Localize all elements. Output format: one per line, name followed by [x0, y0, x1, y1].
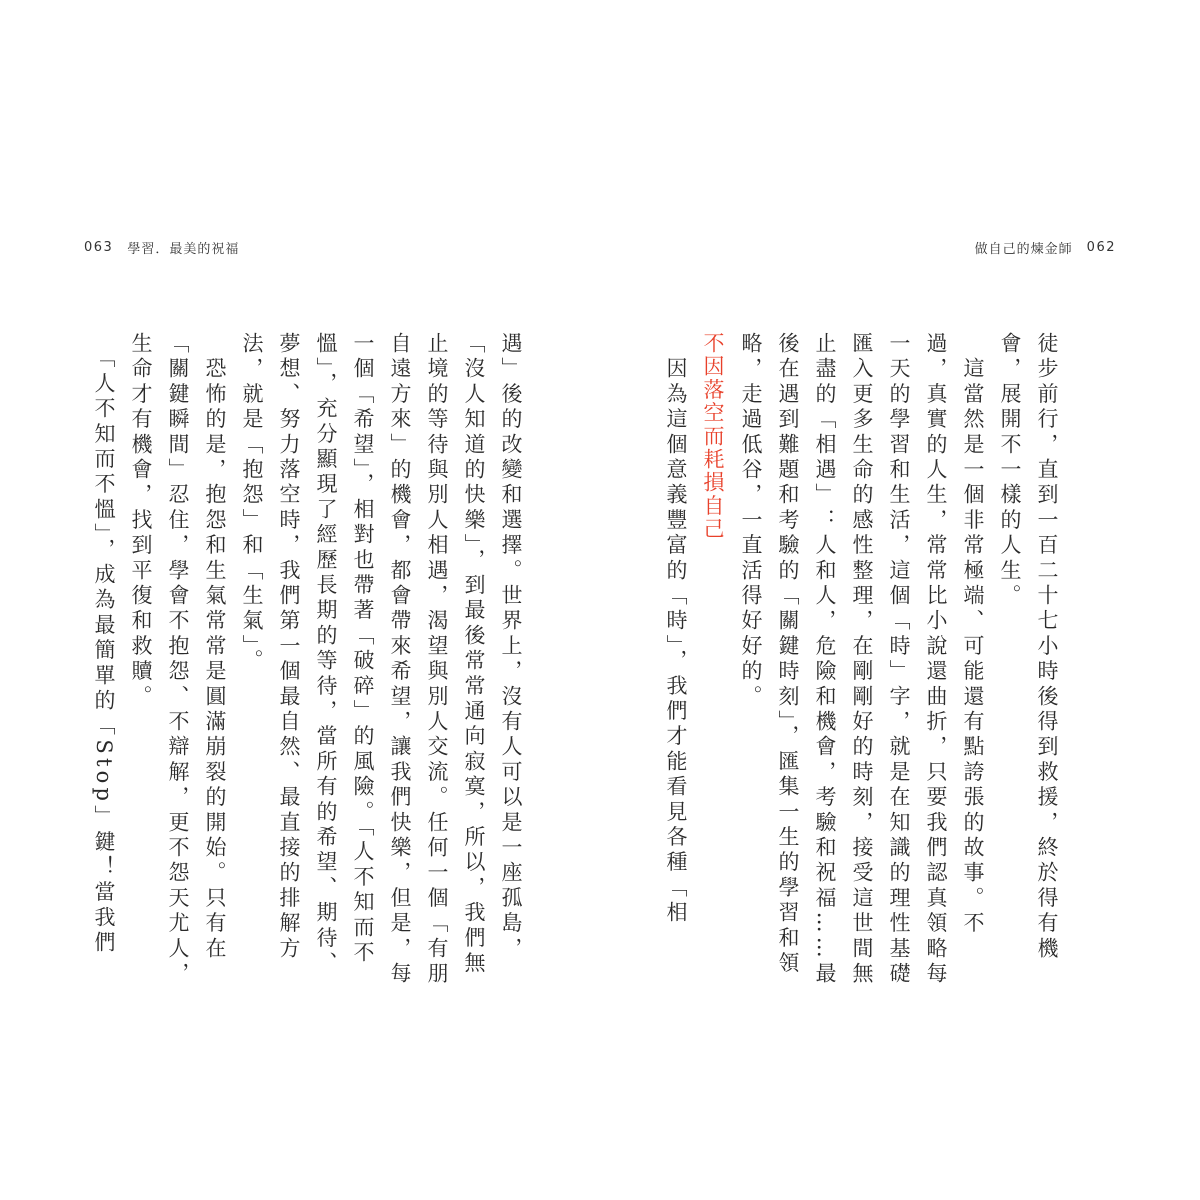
left-page-column: 夢想、努力落空時，我們第一個最自然、最直接的排解方 [277, 332, 301, 962]
right-page-column: 會，展開不一樣的人生。 [998, 332, 1022, 610]
left-page-column: 「沒人知道的快樂」，到最後常常通向寂寞，所以，我們無 [462, 332, 486, 977]
right-page-column: 因為這個意義豐富的「時」，我們才能看見各種「相 [664, 332, 688, 927]
left-page-column: 慍」，充分顯現了經歷長期的等待，當所有的希望、期待、 [314, 332, 338, 977]
left-page-column: 法，就是「抱怨」和「生氣」。 [240, 332, 264, 675]
left-page-column: 恐怖的是，抱怨和生氣常常是圓滿崩裂的開始。只有在 [203, 332, 227, 962]
right-page-column: 過，真實的人生，常常比小說還曲折，只要我們認真領略每 [924, 332, 948, 988]
right-page-number: 062 [1086, 239, 1116, 255]
left-page-column: 「關鍵瞬間」忍住，學會不抱怨、不辯解，更不怨天尤人， [166, 332, 190, 988]
left-page-column: 「人不知而不慍」，成為最簡單的「Stop」鍵！當我們 [92, 332, 116, 957]
left-page-column: 生命才有機會，找到平復和救贖。 [129, 332, 153, 710]
left-page-column: 一個「希望」，相對也帶著「破碎」的風險。「人不知而不 [351, 332, 375, 967]
right-page-header [975, 236, 1116, 258]
right-page-column: 匯入更多生命的感性整理，在剛剛好的時刻，接受這世間無 [850, 332, 874, 988]
right-page-column: 略，走過低谷，一直活得好好的。 [739, 332, 763, 710]
left-running-head: 學習．最美的祝福 [127, 241, 240, 257]
right-page-column: 後在遇到難題和考驗的「關鍵時刻」，匯集一生的學習和領 [776, 332, 800, 977]
left-page-number: 063 [84, 239, 114, 255]
right-page-column: 止盡的「相遇」：人和人，危險和機會，考驗和祝福……最 [813, 332, 837, 988]
right-page-column: 徒步前行，直到一百二十七小時後得到救援，終於得有機 [1035, 332, 1059, 962]
left-page-column: 自遠方來」的機會，都會帶來希望，讓我們快樂，但是，每 [388, 332, 412, 988]
left-page-header [84, 236, 239, 258]
left-page-column: 止境的等待與別人相遇，渴望與別人交流。任何一個「有朋 [425, 332, 449, 988]
left-page-column: 遇」後的改變和選擇。世界上，沒有人可以是一座孤島， [499, 332, 523, 962]
right-page-column: 這當然是一個非常極端、可能還有點誇張的故事。不 [961, 332, 985, 937]
right-page-column: 一天的學習和生活，這個「時」字，就是在知識的理性基礎 [887, 332, 911, 988]
right-running-head: 做自己的煉金師 [974, 241, 1073, 257]
section-subheading: 不因落空而耗損自己 [701, 332, 725, 541]
